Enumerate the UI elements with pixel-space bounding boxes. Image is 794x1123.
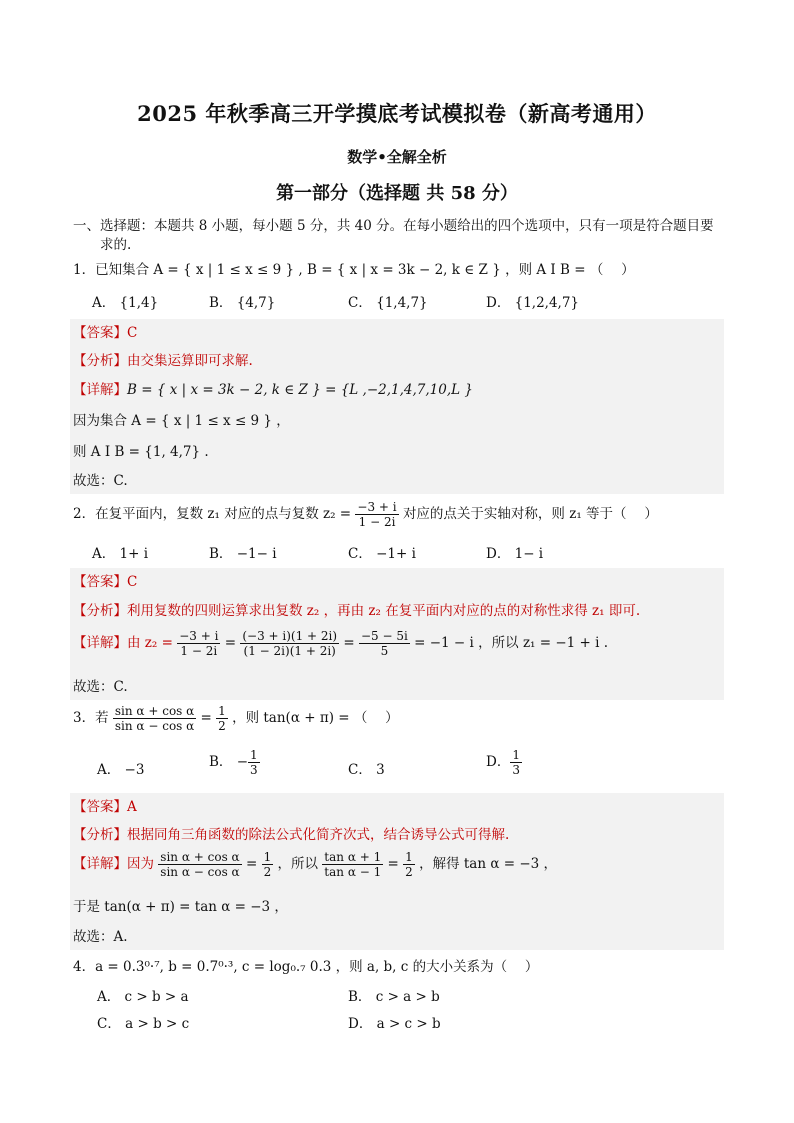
q3-option-a: A． −3: [97, 762, 145, 778]
q4-option-d: D． a > c > b: [348, 1016, 441, 1032]
q1-analysis: [73, 349, 253, 369]
detail-fraction-2: [322, 850, 383, 879]
question-3-stem: 3．若 $\frac{\text{sin α + cos α}}{\text{sin α − cos α}}$ = $\frac{1}{2}$ ，则 tan(α + π) = （ ）: [73, 704, 399, 733]
detail-suffix: = −1 − i ，所以 z₁ = −1 + i .: [414, 635, 609, 651]
q1-detail: [73, 378, 473, 398]
detail-half-2: [403, 850, 415, 879]
option-fraction: [510, 748, 522, 777]
q1-answer: [73, 321, 137, 341]
q4-option-a: A． c > b > a: [97, 989, 189, 1005]
page-subtitle: 数学•全解全析: [347, 148, 447, 166]
q2-option-a: A． 1+ i: [92, 546, 149, 562]
q2-stem-fraction: [355, 500, 398, 529]
fraction-denominator: 2: [218, 719, 226, 733]
q3-option-c: C． 3: [348, 762, 385, 778]
fraction-denominator: sin α − cos α: [160, 865, 240, 879]
fraction-numerator: −3 + i: [179, 629, 219, 643]
fraction-numerator: sin α + cos α: [114, 704, 195, 718]
detail-tag: 【详解】: [73, 856, 127, 872]
fraction-numerator: 1: [405, 850, 413, 864]
q1-detail-line-3: 则 A I B = {1, 4,7} .: [73, 444, 209, 460]
q2-conclusion: 故选：C.: [73, 679, 128, 695]
option-fraction: [248, 748, 260, 777]
detail-tag: 【详解】: [73, 382, 127, 398]
option-label: B． −: [209, 754, 249, 770]
instructions-line-2: 求的.: [100, 237, 132, 253]
fraction-numerator: −3 + i: [357, 500, 397, 514]
fraction-denominator: 3: [512, 763, 520, 777]
detail-fraction-3: [359, 629, 410, 658]
q3-analysis: [73, 823, 509, 843]
fraction-denominator: 1 − 2i: [358, 515, 396, 529]
analysis-text: 利用复数的四则运算求出复数 z₂ ，再由 z₂ 在复平面内对应的点的对称性求得 z₁ 即可.: [127, 603, 641, 619]
detail-suffix: ，解得 tan α = −3 ，: [419, 856, 558, 872]
analysis-tag: 【分析】: [73, 603, 127, 619]
q3-conclusion: 故选：A.: [73, 929, 128, 945]
detail-fraction-1: [158, 850, 241, 879]
detail-text: B = { x | x = 3k − 2, k ∈ Z } = {L ,−2,1,4,7,10,L }: [127, 382, 473, 398]
analysis-text: 由交集运算即可求解.: [127, 353, 253, 369]
q2-detail: 【详解】由 z₂ = $\frac{-3 + i}{1 - 2i}$ = $\frac{(-3 + i)(1 + 2i)}{(1 - 2i)(1 + 2i)}$ = $\frac{-5 - 5i}{5}$ = −1 − i ，所以 z₁ = −1 + i .: [73, 629, 609, 658]
section-instructions: [73, 217, 728, 255]
q3-answer: [73, 795, 137, 815]
fraction-numerator: (−3 + i)(1 + 2i): [242, 629, 338, 643]
page-title: 2025 年秋季高三开学摸底考试模拟卷（新高考通用）: [137, 101, 657, 126]
q3-detail: 【详解】因为 $\frac{\text{sin α + cos α}}{\text{sin α − cos α}}$ = $\frac{1}{2}$ ，所以 $\frac{\text{tan α + 1}}{\text{tan α − 1}}$ = $\frac{1}{2}$ ，解得 tan α = −3 ，: [73, 850, 558, 879]
answer-value: C: [127, 325, 138, 341]
section-heading: 第一部分（选择题 共 58 分）: [276, 183, 518, 204]
fraction-denominator: (1 − 2i)(1 + 2i): [243, 644, 336, 658]
q1-option-a: A． {1,4}: [92, 295, 159, 311]
q2-stem-part-1: 2．在复平面内，复数 z₁ 对应的点与复数 z₂ =: [73, 506, 352, 522]
q1-option-c: C． {1,4,7}: [348, 295, 428, 311]
q2-option-c: C． −1+ i: [348, 546, 416, 562]
question-4-stem: 4．a = 0.3⁰·⁷, b = 0.7⁰·³, c = log₀.₇ 0.3 ，则 a, b, c 的大小关系为（ ）: [73, 959, 539, 975]
analysis-text: 根据同角三角函数的除法公式化简齐次式，结合诱导公式可得解.: [127, 827, 510, 843]
fraction-denominator: tan α − 1: [324, 865, 382, 879]
analysis-tag: 【分析】: [73, 353, 127, 369]
q1-option-d: D． {1,2,4,7}: [486, 295, 580, 311]
q3-stem-fraction: [113, 704, 196, 733]
q2-option-b: B． −1− i: [209, 546, 277, 562]
fraction-numerator: 1: [263, 850, 272, 864]
fraction-numerator: tan α + 1: [324, 850, 382, 864]
q2-stem-part-2: 对应的点关于实轴对称，则 z₁ 等于（ ）: [402, 506, 658, 522]
q2-answer: [73, 570, 137, 590]
fraction-denominator: 3: [250, 763, 258, 777]
q3-option-b: [209, 748, 260, 777]
fraction-numerator: sin α + cos α: [160, 850, 240, 864]
q1-conclusion: 故选：C.: [73, 473, 128, 489]
fraction-numerator: 1: [250, 748, 258, 762]
fraction-numerator: −5 − 5i: [360, 629, 408, 643]
detail-prefix: 因为: [127, 856, 154, 872]
fraction-numerator: 1: [512, 748, 520, 762]
detail-tag: 【详解】: [73, 635, 127, 651]
analysis-tag: 【分析】: [73, 827, 127, 843]
q3-detail-line-2: 于是 tan(α + π) = tan α = −3 ，: [73, 899, 288, 915]
q3-stem-part-2: ，则 tan(α + π) = （ ）: [232, 710, 399, 726]
fraction-numerator: 1: [218, 704, 226, 718]
answer-tag: 【答案】: [73, 325, 127, 341]
fraction-denominator: sin α − cos α: [114, 719, 195, 733]
q1-option-b: B． {4,7}: [209, 295, 276, 311]
instructions-line-1: 一、选择题：本题共 8 小题，每小题 5 分，共 40 分。在每小题给出的四个选项中，只有一项是符合题目要: [73, 218, 714, 234]
fraction-denominator: 2: [263, 865, 272, 879]
question-1-stem: 1．已知集合 A = { x | 1 ≤ x ≤ 9 } , B = { x | x = 3k − 2, k ∈ Z } ，则 A I B = （ ）: [73, 262, 635, 278]
answer-value: A: [127, 799, 137, 815]
detail-half-1: [262, 850, 274, 879]
detail-fraction-1: [177, 629, 220, 658]
q1-solution-box: [70, 319, 724, 494]
fraction-denominator: 5: [380, 644, 389, 658]
q4-option-b: B． c > a > b: [348, 989, 440, 1005]
answer-value: C: [127, 574, 138, 590]
q3-stem-half: [216, 704, 228, 733]
detail-fraction-2: [240, 629, 339, 658]
detail-middle: ，所以: [277, 856, 318, 872]
q1-detail-line-2: 因为集合 A = { x | 1 ≤ x ≤ 9 } ，: [73, 413, 290, 429]
q3-option-d: [486, 748, 522, 777]
fraction-denominator: 1 − 2i: [180, 644, 218, 658]
q3-stem-part-1: 3．若: [73, 710, 109, 726]
answer-tag: 【答案】: [73, 574, 127, 590]
q4-option-c: C． a > b > c: [97, 1016, 190, 1032]
question-2-stem: [73, 500, 658, 529]
q2-option-d: D． 1− i: [486, 546, 544, 562]
detail-prefix: 由 z₂ =: [127, 635, 173, 651]
answer-tag: 【答案】: [73, 799, 127, 815]
option-label: D．: [486, 754, 511, 770]
q2-analysis: [73, 599, 640, 619]
fraction-denominator: 2: [405, 865, 413, 879]
